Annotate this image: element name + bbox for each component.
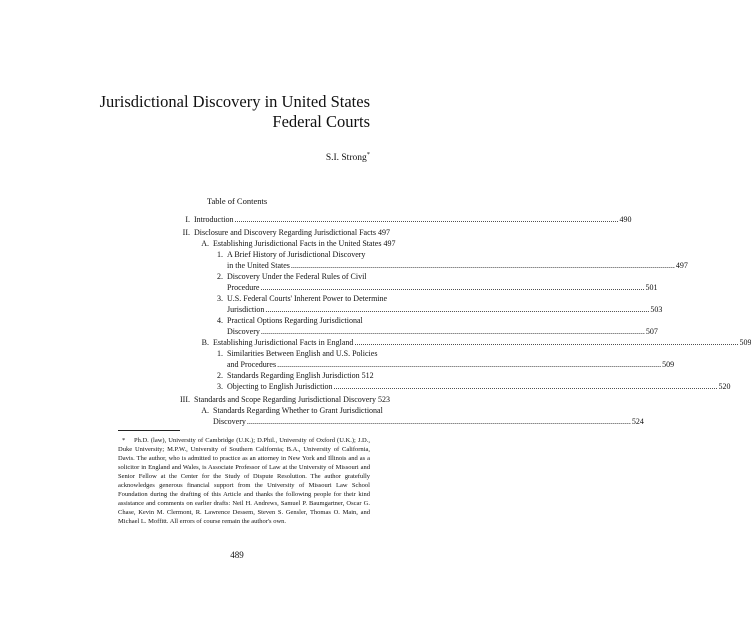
toc-row-title: in the United States — [227, 261, 290, 270]
toc-row-number: 1. — [217, 349, 223, 358]
toc-row — [0, 337, 751, 348]
toc-row-title: U.S. Federal Courts' Inherent Power to Determine — [227, 294, 388, 303]
footnote — [118, 436, 370, 526]
toc-row — [0, 227, 474, 238]
toc-row-page: 524 — [631, 417, 644, 426]
author-footnote-marker: * — [366, 151, 370, 158]
toc-dot-leader — [354, 337, 738, 348]
toc-row-title: Similarities Between English and U.S. Policies — [227, 349, 378, 358]
footnote-text: Ph.D. (law), University of Cambridge (U.K.); D.Phil., University of Oxford (U.K.); J.D., Duke University; M.P.W., University of Southern California; B.A., University of California, Davis. The author, who is admitted to practice as an attorney in New York and Illinois and as a solicitor in England and Wales, is Associate Professor of Law at the University of Missouri and Senior Fellow at the Center for the Study of Dispute Resolution. The author gratefully acknowledges generous financial support from the University of Missouri Law School Foundation during the drafting of this Article and thanks the following people for their kind assistance and comments on earlier drafts: Neil H. Andrews, Samuel P. Baumgartner, Oscar G. Chase, Kevin M. Clermont, R. Lawrence Dessem, Steven S. Gensler, Thomas O. Main, and Michael L. Moffitt. All errors of course remain the author's own. — [118, 437, 370, 525]
toc-row-title: Establishing Jurisdictional Facts in the United States — [213, 239, 382, 248]
toc-row — [0, 249, 474, 260]
toc-dot-leader — [291, 260, 675, 271]
toc-row-title: Objecting to English Jurisdiction — [227, 382, 333, 391]
article-title-line-2: Federal Courts — [272, 112, 370, 131]
toc-row-title: Discovery — [227, 327, 260, 336]
toc-row — [0, 359, 675, 370]
toc-row — [0, 238, 474, 249]
toc-row-page: 523 — [377, 395, 390, 404]
toc-row-page: 512 — [361, 371, 374, 380]
toc-row-title: Discovery Under the Federal Rules of Civil — [227, 272, 367, 281]
toc-dot-leader — [261, 326, 645, 337]
toc-row-title: Disclosure and Discovery Regarding Jurisdictional Facts — [194, 228, 376, 237]
toc-row-number: B. — [201, 338, 209, 347]
article-title — [100, 92, 370, 132]
toc-row-number: 2. — [217, 272, 223, 281]
toc-row — [0, 260, 688, 271]
toc-row-number: I. — [185, 215, 190, 224]
toc-row — [0, 315, 474, 326]
toc-row-page: 520 — [718, 382, 731, 391]
page-number: 489 — [230, 550, 244, 560]
toc-row — [0, 416, 644, 427]
toc-row-title: Jurisdiction — [227, 305, 265, 314]
toc-row-page: 497 — [383, 239, 396, 248]
toc-row-number: III. — [180, 395, 190, 404]
toc-row-title: Standards Regarding Whether to Grant Jurisdictional — [213, 406, 383, 415]
toc-row-title: Standards and Scope Regarding Jurisdictional Discovery — [194, 395, 376, 404]
toc-row-number: 3. — [217, 382, 223, 391]
toc-row-number: 2. — [217, 371, 223, 380]
author-name-text: S.I. Strong — [325, 153, 367, 164]
toc-row — [0, 214, 632, 225]
toc-row-title: Discovery — [213, 417, 246, 426]
toc-row-page: 497 — [377, 228, 390, 237]
toc-row — [0, 304, 663, 315]
toc-row-page: 490 — [619, 215, 632, 224]
toc-row — [0, 405, 474, 416]
toc-dot-leader — [260, 282, 644, 293]
toc-row-page: 501 — [645, 283, 658, 292]
toc-row-number: A. — [201, 406, 209, 415]
toc-row-number: 4. — [217, 316, 223, 325]
toc-row-title: Introduction — [194, 215, 234, 224]
toc-row-page: 503 — [650, 305, 663, 314]
toc-row — [0, 370, 474, 381]
toc-row — [0, 271, 474, 282]
toc-row — [0, 381, 731, 392]
toc-row — [0, 394, 474, 405]
toc-row-number: 1. — [217, 250, 223, 259]
author-name — [326, 151, 370, 163]
toc-dot-leader — [235, 214, 619, 225]
toc-row-page: 509 — [662, 360, 675, 369]
toc-dot-leader — [334, 381, 718, 392]
toc-row-title: and Procedures — [227, 360, 277, 369]
toc-dot-leader — [265, 304, 649, 315]
toc-heading: Table of Contents — [206, 196, 268, 206]
toc-row-page: 509 — [739, 338, 751, 347]
toc-row-number: A. — [201, 239, 209, 248]
footnote-divider — [118, 430, 180, 431]
toc-row-title: Establishing Jurisdictional Facts in England — [213, 338, 354, 347]
toc-row-number: II. — [182, 228, 190, 237]
toc-row-page: 507 — [645, 327, 658, 336]
toc-row — [0, 282, 658, 293]
toc-row — [0, 348, 474, 359]
toc-row-title: Practical Options Regarding Jurisdictional — [227, 316, 363, 325]
toc-row-title: Procedure — [227, 283, 260, 292]
toc-row-page: 497 — [675, 261, 688, 270]
toc-row — [0, 293, 474, 304]
toc-row-title: A Brief History of Jurisdictional Discovery — [227, 250, 366, 259]
toc-dot-leader — [277, 359, 661, 370]
toc-row-title: Standards Regarding English Jurisdiction — [227, 371, 360, 380]
toc-row — [0, 326, 658, 337]
footnote-marker: * — [122, 437, 126, 444]
article-title-line-1: Jurisdictional Discovery in United States — [99, 92, 370, 111]
toc-dot-leader — [247, 416, 631, 427]
toc-row-number: 3. — [217, 294, 223, 303]
